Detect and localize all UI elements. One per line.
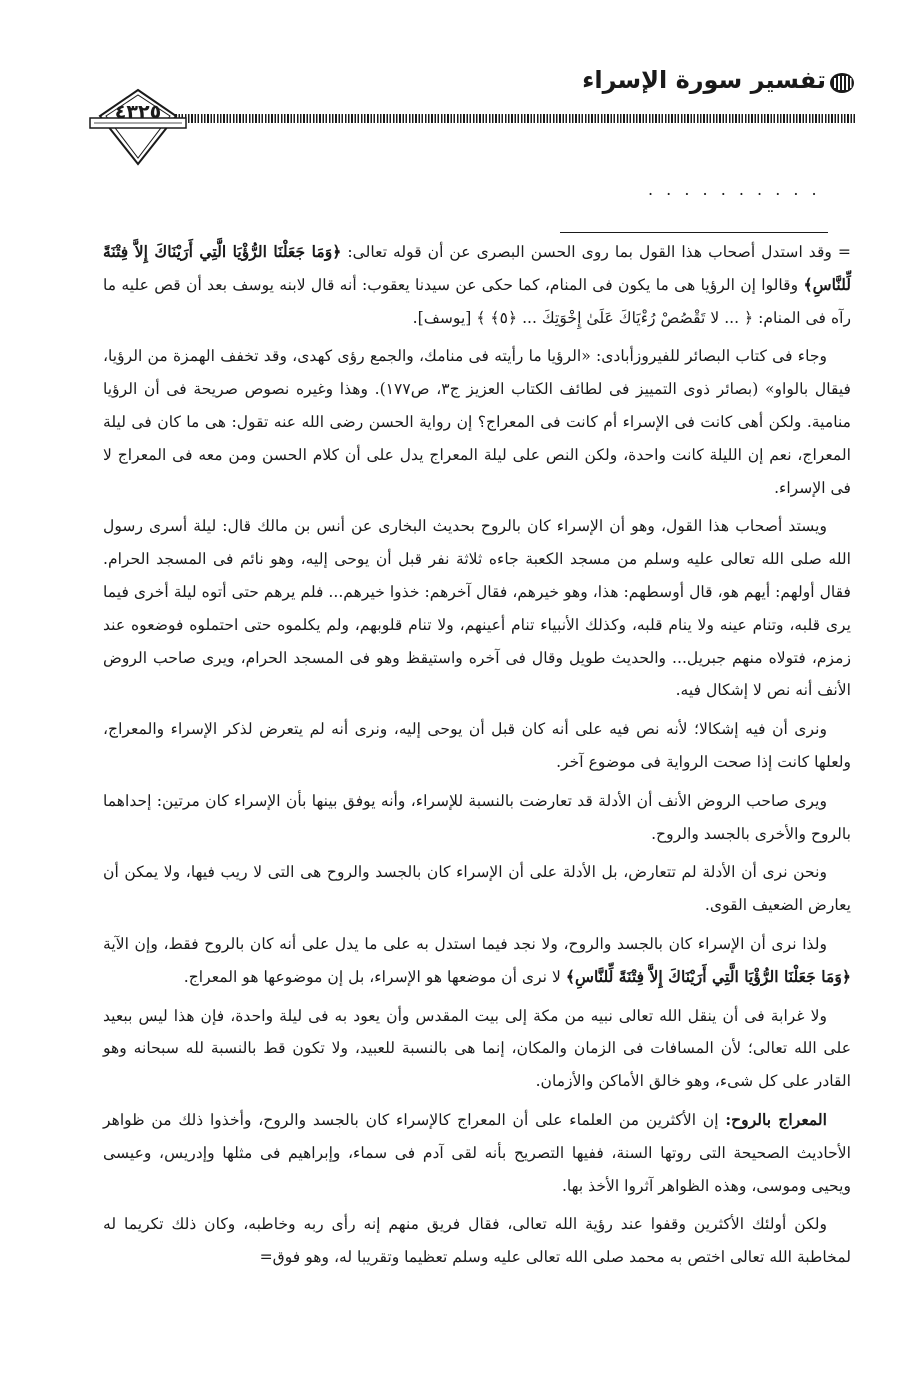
ellipsis-separator: . . . . . . . . . . xyxy=(648,180,821,199)
book-ornament-icon xyxy=(829,72,855,94)
text-run: وجاء فى كتاب البصائر للفيروزأبادى: «الرؤيا ما رأيته فى منامك، والجمع رؤى كهدى، وقد تخفف الهمزة من الرؤيا، فيقال بالواو» (بصائر ذوى التمييز فى لطائف الكتاب العزيز ج٣، ص١٧٧). وهذا وغيره نصوص صريحة فى أن الرؤيا منامية. ولكن أهى كانت فى الإسراء أم كانت فى المعراج؟ إن رواية الحسن رضى الله عنه تقول: هى ما كان فى ليلة المعراج، نعم إن الليلة كانت واحدة، ولكن النص على ليلة المعراج يدل على أن كلام الحسن ومن معه فى المعراج لا فى الإسراء. xyxy=(103,347,851,497)
paragraph xyxy=(103,1104,851,1202)
paragraph xyxy=(103,928,851,994)
header-dotted-rule xyxy=(172,114,855,123)
paragraph xyxy=(103,713,851,779)
text-run: ولكن أولئك الأكثرين وقفوا عند رؤية الله تعالى، فقال فريق منهم إنه رأى ربه وخاطبه، وكان ذلك تكريما له لمخاطبة الله تعالى اختص به محمد صلى الله تعالى عليه وسلم تعظيما وتقريبا له، وهو فوق= xyxy=(103,1215,851,1267)
page-body xyxy=(103,236,851,1280)
paragraph xyxy=(103,1208,851,1274)
paragraph xyxy=(103,236,851,334)
text-run: وقالوا إن الرؤيا هى ما يكون فى المنام، كما حكى عن سيدنا يعقوب: أنه قال لابنه يوسف بعد أن قص عليه ما رآه فى المنام: ﴿ ... لا تَقْصُصْ رُءْيَاكَ عَلَىٰ إِخْوَتِكَ ... ﴿٥﴾ ﴾ [يوسف]. xyxy=(103,275,851,327)
running-title: تفسير سورة الإسراء xyxy=(582,66,826,94)
text-run: ونحن نرى أن الأدلة لم تتعارض، بل الأدلة على أن الإسراء كان بالجسد والروح هى التى لا ريب فيها، ولا يمكن أن يعارض الضعيف القوى. xyxy=(103,863,851,915)
text-run: ونرى أن فيه إشكالا؛ لأنه نص فيه على أنه كان قبل أن يوحى إليه، ونرى أنه لم يتعرض لذكر الإسراء والمعراج، ولعلها كانت إذا صحت الرواية فى موضوع آخر. xyxy=(103,720,851,771)
text-run: ولذا نرى أن الإسراء كان بالجسد والروح، ولا نجد فيما استدل به على ما يدل على أنه كان بالروح فقط، وإن الآية xyxy=(103,934,827,953)
paragraph xyxy=(103,856,851,922)
section-lead: المعراج بالروح: xyxy=(725,1109,827,1129)
footnote-rule xyxy=(560,232,828,233)
text-run: ولا غرابة فى أن ينقل الله تعالى نبيه من مكة إلى بيت المقدس وأن يعود به فى ليلة واحدة، فإن هذا ليس ببعيد على الله تعالى؛ لأن المسافات فى الزمان والمكان، إنما هى بالنسبة للعبيد، ولا تكون قط بالنسبة لله سبحانه وهو القادر على كل شىء، وهو خالق الأماكن والأزمان. xyxy=(103,1006,851,1091)
page-header xyxy=(0,0,921,175)
page-number: ٤٣٢٥ xyxy=(114,101,162,123)
text-run: لا نرى أن موضعها هو الإسراء، بل إن موضوعها هو المعراج. xyxy=(183,967,566,986)
text-run: = وقد استدل أصحاب هذا القول بما روى الحسن البصرى عن أن قوله تعالى: xyxy=(341,243,851,261)
paragraph xyxy=(103,510,851,707)
paragraph xyxy=(103,1000,851,1098)
paragraph xyxy=(103,340,851,504)
paragraph xyxy=(103,785,851,851)
quran-verse: ﴿وَمَا جَعَلْنَا الرُّؤْيَا الَّتِي أَرَيْنَاكَ إِلاَّ فِتْنَةً لِّلنَّاسِ﴾ xyxy=(565,966,851,986)
text-run: ويرى صاحب الروض الأنف أن الأدلة قد تعارضت بالنسبة للإسراء، وأنه يوفق بينها بأن الإسراء كان مرتين: إحداهما بالروح والأخرى بالجسد والروح. xyxy=(103,791,851,843)
text-run: إن الأكثرين من العلماء على أن المعراج كالإسراء كان بالجسد والروح، وأخذوا ذلك من ظواهر الأحاديث الصحيحة التى روتها السنة، ففيها التصريح بأنه لقى آدم فى سماء، وإبراهيم فى مثلها وإدريس، وعيسى ويحيى وموسى، وهذه الظواهر آثروا الأخذ بها. xyxy=(103,1110,851,1195)
page-number-badge xyxy=(88,86,188,168)
quran-verse: ﴿وَمَا جَعَلْنَا الرُّؤْيَا الَّتِي أَرَيْنَاكَ إِلاَّ فِتْنَةً لِّلنَّاسِ﴾ xyxy=(103,242,851,294)
text-run: ويستد أصحاب هذا القول، وهو أن الإسراء كان بالروح بحديث البخارى عن أنس بن مالك قال: ليلة أسرى رسول الله صلى الله تعالى عليه وسلم من مسجد الكعبة جاءه ثلاثة نفر قبل أن يوحى إليه، وهو نائم فى المسجد الحرام. فقال أولهم: أيهم هو، قال أوسطهم: هذا، وهو خيرهم، فقال آخرهم: خذوا خيرهم... فلم يرهم حتى أتوه ليلة أخرى فيما يرى قلبه، وتنام عينه ولا ينام قلبه، وكذلك الأنبياء تنام أعينهم، ولا تنام قلوبهم، ولم يكلموه حتى احتملوه فوضعوه عند زمزم، فتولاه منهم جبريل... والحديث طويل وقال فى آخره واستيقظ وهو فى المسجد الحرام، ويرى صاحب الروض الأنف أنه نص لا إشكال فيه. xyxy=(103,517,851,700)
